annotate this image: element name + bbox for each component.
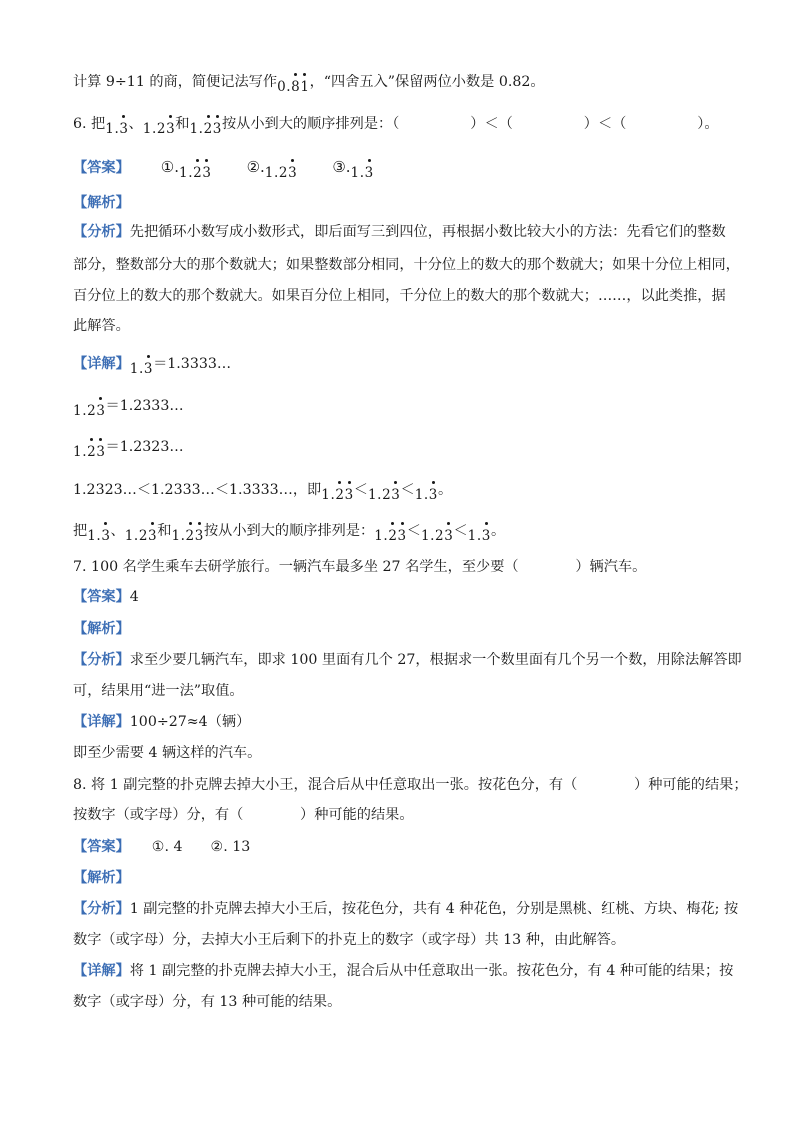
analysis-6-line-3: 百分位上的数大的那个数就大。如果百分位上相同，千分位上的数大的那个数就大；……，以此类推，据 — [73, 288, 726, 304]
answer-7: 【答案】4 — [73, 589, 139, 605]
calc-line — [73, 71, 545, 98]
analysis-heading-8: 【解析】 — [73, 870, 130, 886]
detail-6-line-3: 1.23＝1.2323… — [73, 436, 184, 463]
repeating-decimal-0-81: 0.81 — [277, 76, 310, 98]
question-8-line-2: 按数字（或字母）分，有（ ）种可能的结果。 — [73, 807, 414, 823]
answer-tag: 【答案】 — [73, 160, 130, 176]
analysis-6-line-2: 部分，整数部分大的那个数就大；如果整数部分相同，十分位上的数大的那个数就大；如果十分位上相同， — [73, 257, 740, 273]
analysis-heading-6: 【解析】 — [73, 195, 130, 211]
repeating-decimal-1-3: 1.3 — [105, 118, 128, 140]
detail-7: 【详解】100÷27≈4（辆） — [73, 714, 251, 730]
detail-6-line-1: 【详解】1.3＝1.3333… — [73, 353, 231, 380]
analysis-7-line-2: 可，结果用“进一法”取值。 — [73, 683, 244, 699]
analysis-8-line-1: 【分析】1 副完整的扑克牌去掉大小王后，按花色分，共有 4 种花色，分别是黑桃、红桃、方块、梅花; 按 — [73, 901, 739, 917]
answer-8: 【答案】 ①. 4 ②. 13 — [73, 839, 251, 855]
answer-6: 【答案】 ①.1.23 ②.1.23 ③.1.3 — [73, 156, 374, 184]
question-6: 6. 把1.3、1.23和1.23按从小到大的顺序排列是：（ ）＜（ ）＜（ ）。 — [73, 113, 719, 140]
detail-7-line-2: 即至少需要 4 辆这样的汽车。 — [73, 745, 262, 761]
question-8-line-1: 8. 将 1 副完整的扑克牌去掉大小王，混合后从中任意取出一张。按花色分，有（ ）种可能的结果； — [73, 777, 748, 793]
repeating-decimal-1-23b: 1.23 — [189, 118, 222, 140]
calc-text: 计算 9÷11 的商，简便记法写作 — [73, 74, 278, 90]
analysis-heading-7: 【解析】 — [73, 621, 130, 637]
detail-8-line-1: 【详解】将 1 副完整的扑克牌去掉大小王，混合后从中任意取出一张。按花色分，有 4 种可能的结果；按 — [73, 963, 734, 979]
analysis-6-line-1: 【分析】先把循环小数写成小数形式，即后面写三到四位，再根据小数比较大小的方法：先看它们的整数 — [73, 224, 726, 240]
detail-6-compare: 1.2323…＜1.2333…＜1.3333…，即1.23＜1.23＜1.3。 — [73, 479, 452, 506]
calc-text-2: ，“四舍五入”保留两位小数是 0.82。 — [309, 74, 545, 90]
analysis-8-line-2: 数字（或字母）分，去掉大小王后剩下的扑克上的数字（或字母）共 13 种，由此解答。 — [73, 932, 626, 948]
analysis-6-line-4: 此解答。 — [73, 318, 130, 334]
repeating-decimal-1-23a: 1.23 — [143, 118, 176, 140]
detail-8-line-2: 数字（或字母）分，有 13 种可能的结果。 — [73, 994, 342, 1010]
detail-6-conclusion: 把1.3、1.23和1.23按从小到大的顺序排列是：1.23＜1.23＜1.3。 — [73, 520, 505, 547]
detail-6-line-2: 1.23＝1.2333… — [73, 395, 184, 422]
question-7: 7. 100 名学生乘车去研学旅行。一辆汽车最多坐 27 名学生，至少要（ ）辆汽车。 — [73, 559, 647, 575]
analysis-7-line-1: 【分析】求至少要几辆汽车，即求 100 里面有几个 27，根据求一个数里面有几个另一个数，用除法解答即 — [73, 652, 742, 668]
